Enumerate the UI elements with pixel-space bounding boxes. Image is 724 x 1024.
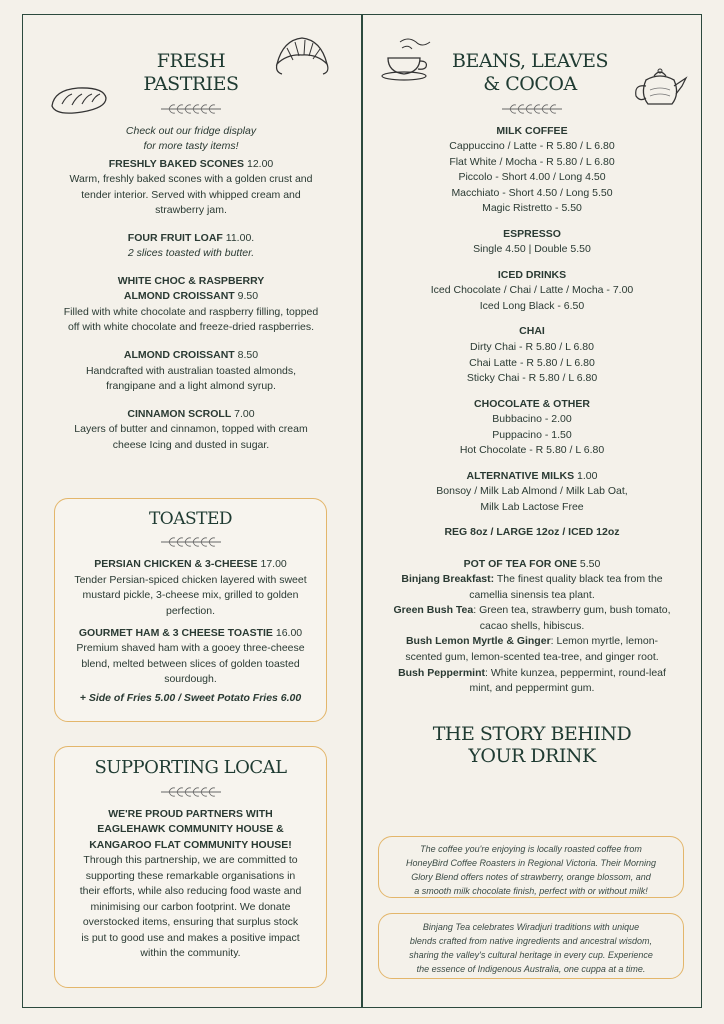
menu-item: WHITE CHOC & RASPBERRY ALMOND CROISSANT 9.50 Filled with white chocolate and raspberry filling, topped off with white chocolate and freeze-dried raspberries. (63, 274, 319, 334)
sides-note: + Side of Fries 5.00 / Sweet Potato Fries 6.00 (79, 691, 302, 704)
fridge-note: Check out our fridge display for more tasty items! (125, 124, 257, 153)
right-column (380, 50, 684, 768)
toasted-heading: TOASTED (148, 509, 233, 529)
drink-section: CHOCOLATE & OTHER Bubbacino - 2.00 Puppacino - 1.50 Hot Chocolate - R 5.80 / L 6.80 (459, 397, 605, 457)
column-divider (361, 14, 363, 1008)
menu-item: FOUR FRUIT LOAF 11.00. 2 slices toasted with butter. (127, 231, 255, 260)
menu-item: PERSIAN CHICKEN & 3-CHEESE 17.00 Tender Persian-spiced chicken layered with sweet mustard pickle, 3-cheese mix, grilled to golden perfection. (74, 558, 307, 617)
sprig-divider-icon (159, 785, 223, 799)
menu-item: FRESHLY BAKED SCONES 12.00 Warm, freshly baked scones with a golden crust and tender interior. Served with whipped cream and strawberry jam. (69, 157, 313, 217)
drink-section: ICED DRINKS Iced Chocolate / Chai / Latte / Mocha - 7.00 Iced Long Black - 6.50 (430, 268, 634, 312)
menu-item: GOURMET HAM & 3 CHEESE TOASTIE 16.00 Premium shaved ham with a gooey three-cheese blend, melted between slices of golden toasted sourdough. (76, 626, 305, 686)
cup-sizes: REG 8oz / LARGE 12oz / ICED 12oz (444, 526, 620, 539)
toasted-box (54, 498, 327, 722)
coffee-story-box: The coffee you're enjoying is locally roasted coffee from HoneyBird Coffee Roasters in Regional Victoria. Their Morning Glory Blend offers notes of strawberry, orange blossom, and a smooth milk chocolate finish, perfect with or without milk! (378, 836, 684, 898)
tea-section: POT OF TEA FOR ONE 5.50 Binjang Breakfast: The finest quality black tea from the camellia sinensis tea plant. Green Bush Tea: Green tea, strawberry gum, bush tomato, cacao shells, hibiscus. Bush Lemon Myrtle & Ginger: Lemon myrtle, lemon- scented gum, lemon-scented tea-tree, and ginger root. Bush Peppermint: White kunzea, peppermint, round-leaf mint, and peppermint gum. (393, 557, 671, 695)
tea-story-box: Binjang Tea celebrates Wiradjuri traditions with unique blends crafted from native ingredients and ancestral wisdom, sharing the valley's cultural heritage in every cup. Experience the essence of Indigenous Australia, one cuppa at a time. (378, 913, 684, 979)
pastries-heading: FRESH PASTRIES (143, 50, 239, 95)
alternative-milks: ALTERNATIVE MILKS 1.00 Bonsoy / Milk Lab Almond / Milk Lab Oat, Milk Lab Lactose Free (436, 469, 628, 513)
drink-section: ESPRESSO Single 4.50 | Double 5.50 (473, 227, 591, 256)
sprig-divider-icon (159, 102, 223, 116)
beans-heading: BEANS, LEAVES & COCOA (452, 50, 608, 95)
left-column (50, 50, 332, 465)
supporting-local-box (54, 746, 327, 988)
partners-text: WE'RE PROUD PARTNERS WITH EAGLEHAWK COMMUNITY HOUSE & KANGAROO FLAT COMMUNITY HOUSE! Through this partnership, we are committed to supporting these remarkable organisations in their efforts, while also reducing food waste and minimising our carbon footprint. We donate overstocked items, ensuring that surplus stock is put to good use and makes a positive impact within the community. (79, 807, 302, 960)
menu-item: ALMOND CROISSANT 8.50 Handcrafted with australian toasted almonds, frangipane and a light almond syrup. (85, 348, 297, 393)
story-heading: THE STORY BEHIND YOUR DRINK (432, 722, 632, 768)
supporting-local-heading: SUPPORTING LOCAL (94, 757, 287, 778)
sprig-divider-icon (159, 535, 223, 549)
sprig-divider-icon (500, 102, 564, 116)
drink-section: CHAI Dirty Chai - R 5.80 / L 6.80 Chai Latte - R 5.80 / L 6.80 Sticky Chai - R 5.80 / L 6.80 (466, 325, 598, 385)
menu-item: CINNAMON SCROLL 7.00 Layers of butter and cinnamon, topped with cream cheese Icing and dusted in sugar. (74, 407, 308, 451)
drink-section: MILK COFFEE Cappuccino / Latte - R 5.80 / L 6.80 Flat White / Mocha - R 5.80 / L 6.80 Piccolo - Short 4.00 / Long 4.50 Macchiato - Short 4.50 / Long 5.50 Magic Ristretto - 5.50 (449, 124, 615, 215)
